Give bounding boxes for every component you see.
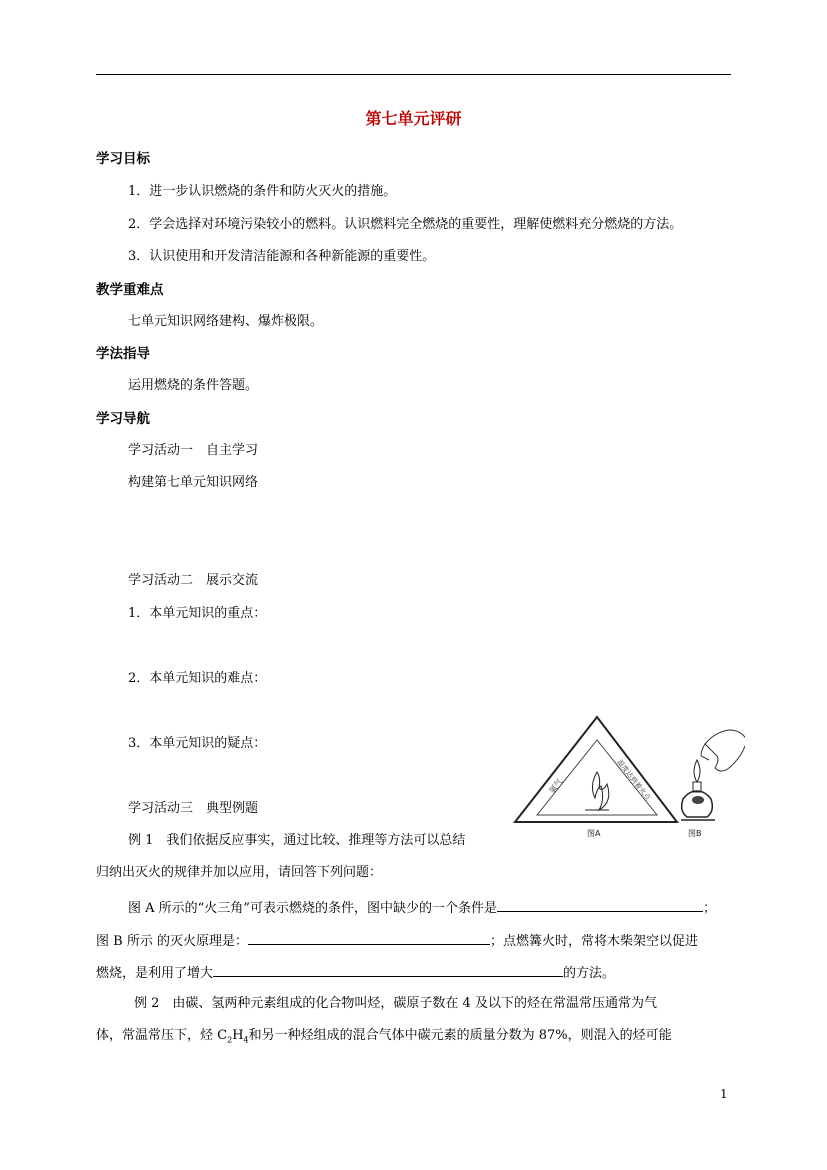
- question-focus: 1．本单元知识的重点：: [128, 606, 267, 621]
- example1-line3-end: ；: [702, 901, 716, 916]
- example1-line2: 归纳出灭火的规律并加以应用，请回答下列问题：: [96, 865, 383, 880]
- activity1-task: 构建第七单元知识网络: [128, 475, 259, 490]
- example2-line2: [96, 1027, 672, 1050]
- method-text: 运用燃烧的条件答题。: [128, 378, 259, 393]
- answer-blank-1[interactable]: [497, 897, 703, 912]
- header-rule: [96, 74, 731, 75]
- objective-item: 3．认识使用和开发清洁能源和各种新能源的重要性。: [128, 249, 436, 264]
- example1-line5: [96, 962, 615, 983]
- example1-line3-text: 图 A 所示的“火三角”可表示燃烧的条件，图中缺少的一个条件是: [128, 901, 497, 916]
- subscript-4: 4: [243, 1035, 249, 1045]
- example1-line5-end: 的方法。: [563, 966, 616, 981]
- example1-line4-text: 图 B 所示 的灭火原理是：: [96, 934, 248, 949]
- example2-text-b: 和另一种烃组成的混合气体中碳元素的质量分数为 87%，则混入的烃可能: [248, 1028, 672, 1043]
- question-doubt: 3．本单元知识的疑点：: [128, 736, 267, 751]
- difficulty-heading: 教学重难点: [96, 282, 164, 298]
- fire-triangle-diagram: [515, 717, 677, 838]
- example1-line4-rest: ；点燃篝火时，常将木柴架空以促进: [489, 934, 698, 949]
- example2-text-a: 体，常温常压下，烃 C: [96, 1028, 228, 1043]
- figure-b-label: 图B: [688, 829, 702, 838]
- activity1-label: 学习活动一 自主学习: [128, 443, 259, 458]
- fire-figure: [505, 712, 745, 852]
- objective-item: 1．进一步认识燃烧的条件和防火灭火的措施。: [128, 184, 397, 199]
- answer-blank-3[interactable]: [213, 962, 563, 977]
- page-number: 1: [720, 1087, 728, 1101]
- example2-h: H: [232, 1028, 244, 1043]
- alcohol-lamp-diagram: [681, 730, 745, 838]
- example1-line4: [96, 930, 698, 951]
- triangle-side-right-label: 温度达到着火点: [615, 758, 652, 802]
- objective-item: 2．学会选择对环境污染较小的燃料。认识燃料完全燃烧的重要性，理解使燃料充分燃烧的方法。: [128, 217, 683, 232]
- example2-line1: 例 2 由碳、氢两种元素组成的化合物叫烃，碳原子数在 4 及以下的烃在常温常压通常为气: [134, 996, 657, 1011]
- answer-blank-2[interactable]: [248, 930, 490, 945]
- activity2-label: 学习活动二 展示交流: [128, 573, 259, 588]
- page-title: 第七单元评研: [365, 109, 462, 128]
- subscript-2: 2: [227, 1035, 233, 1045]
- question-difficulty: 2．本单元知识的难点：: [128, 671, 267, 686]
- figure-a-label: 图A: [587, 829, 601, 838]
- nav-heading: 学习导航: [96, 411, 150, 427]
- example1-line3: [128, 897, 716, 918]
- method-heading: 学法指导: [96, 346, 150, 362]
- activity3-label: 学习活动三 典型例题: [128, 801, 259, 816]
- difficulty-text: 七单元知识网络建构、爆炸极限。: [128, 314, 324, 329]
- triangle-side-left-label: 氧气: [547, 777, 565, 796]
- example1-line1: 例 1 我们依据反应事实，通过比较、推理等方法可以总结: [128, 833, 466, 848]
- objectives-heading: 学习目标: [96, 151, 150, 167]
- example1-line5-text: 燃烧，是利用了增大: [96, 966, 214, 981]
